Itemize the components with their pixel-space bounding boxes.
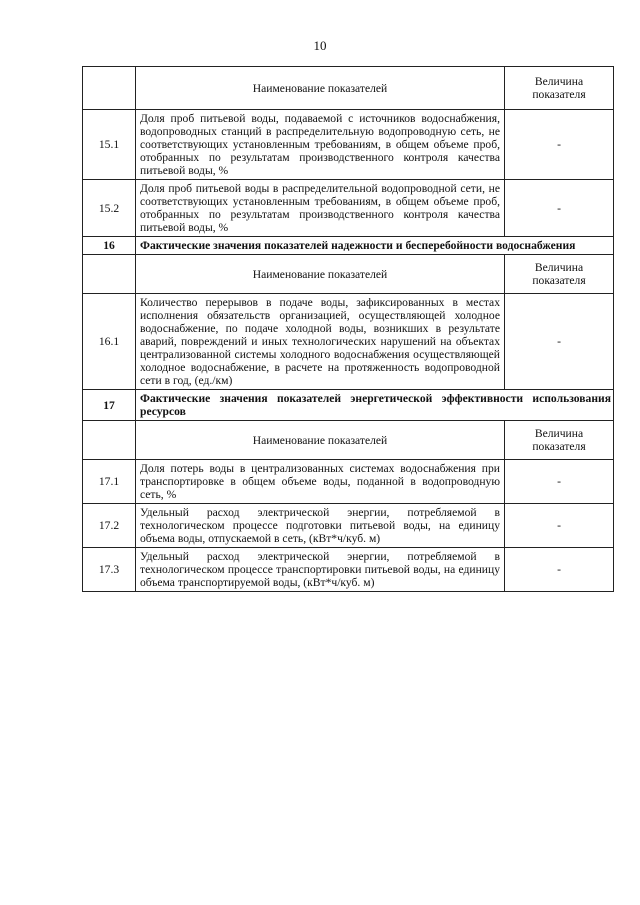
header-value-cell: Величина показателя bbox=[505, 255, 614, 294]
table-row bbox=[83, 180, 614, 237]
header-number-cell bbox=[83, 255, 136, 294]
row-indicator-name: Удельный расход электрической энергии, потребляемой в технологическом процессе подготовки питьевой воды, на единицу объема воды, отпускаемой в сеть, (кВт*ч/куб. м) bbox=[136, 504, 505, 548]
row-indicator-value: - bbox=[505, 180, 614, 237]
indicators-table bbox=[82, 66, 614, 592]
row-indicator-value: - bbox=[505, 110, 614, 180]
section-title: Фактические значения показателей надежности и бесперебойности водоснабжения bbox=[136, 237, 614, 255]
page-number: 10 bbox=[313, 38, 327, 53]
row-indicator-name: Количество перерывов в подаче воды, зафиксированных в местах исполнения обязательств организацией, осуществляющей холодное водоснабжение, по подаче холодной воды, возникших в результате аварий, повреждений и иных технологических нарушений на объектах централизованной системы холодного водоснабжения осуществляющей холодное водоснабжение, в расчете на протяженность водопроводной сети в год, (ед./км) bbox=[136, 294, 505, 390]
header-name-cell: Наименование показателей bbox=[136, 255, 505, 294]
table-row bbox=[83, 110, 614, 180]
row-number: 15.1 bbox=[83, 110, 136, 180]
table-row bbox=[83, 504, 614, 548]
table-header-row bbox=[83, 67, 614, 110]
row-number: 17.2 bbox=[83, 504, 136, 548]
row-indicator-value: - bbox=[505, 460, 614, 504]
row-indicator-name: Доля проб питьевой воды, подаваемой с источников водоснабжения, водопроводных станций в распределительную водопроводную сеть, не соответствующих установленным требованиям, в общем объеме проб, отобранных по результатам производственного контроля качества питьевой воды, % bbox=[136, 110, 505, 180]
section-title: Фактические значения показателей энергетической эффективности использования ресурсов bbox=[136, 390, 614, 421]
header-value-cell: Величина показателя bbox=[505, 421, 614, 460]
row-indicator-name: Доля потерь воды в централизованных системах водоснабжения при транспортировке в общем объеме воды, поданной в водопроводную сеть, % bbox=[136, 460, 505, 504]
row-indicator-value: - bbox=[505, 548, 614, 592]
header-value-cell: Величина показателя bbox=[505, 67, 614, 110]
row-number: 16.1 bbox=[83, 294, 136, 390]
row-indicator-name: Доля проб питьевой воды в распределительной водопроводной сети, не соответствующих установленным требованиям, в общем объеме проб, отобранных по результатам производственного контроля качества питьевой воды, % bbox=[136, 180, 505, 237]
table-header-row bbox=[83, 255, 614, 294]
table-row bbox=[83, 548, 614, 592]
row-indicator-value: - bbox=[505, 294, 614, 390]
section-row bbox=[83, 237, 614, 255]
row-number: 17.1 bbox=[83, 460, 136, 504]
row-indicator-name: Удельный расход электрической энергии, потребляемой в технологическом процессе транспортировки питьевой воды, на единицу объема транспортируемой воды, (кВт*ч/куб. м) bbox=[136, 548, 505, 592]
row-number: 15.2 bbox=[83, 180, 136, 237]
header-name-cell: Наименование показателей bbox=[136, 67, 505, 110]
row-number: 17.3 bbox=[83, 548, 136, 592]
table-header-row bbox=[83, 421, 614, 460]
row-indicator-value: - bbox=[505, 504, 614, 548]
table-row bbox=[83, 460, 614, 504]
header-number-cell bbox=[83, 67, 136, 110]
table-row bbox=[83, 294, 614, 390]
header-number-cell bbox=[83, 421, 136, 460]
section-number: 17 bbox=[83, 390, 136, 421]
section-row bbox=[83, 390, 614, 421]
section-number: 16 bbox=[83, 237, 136, 255]
header-name-cell: Наименование показателей bbox=[136, 421, 505, 460]
